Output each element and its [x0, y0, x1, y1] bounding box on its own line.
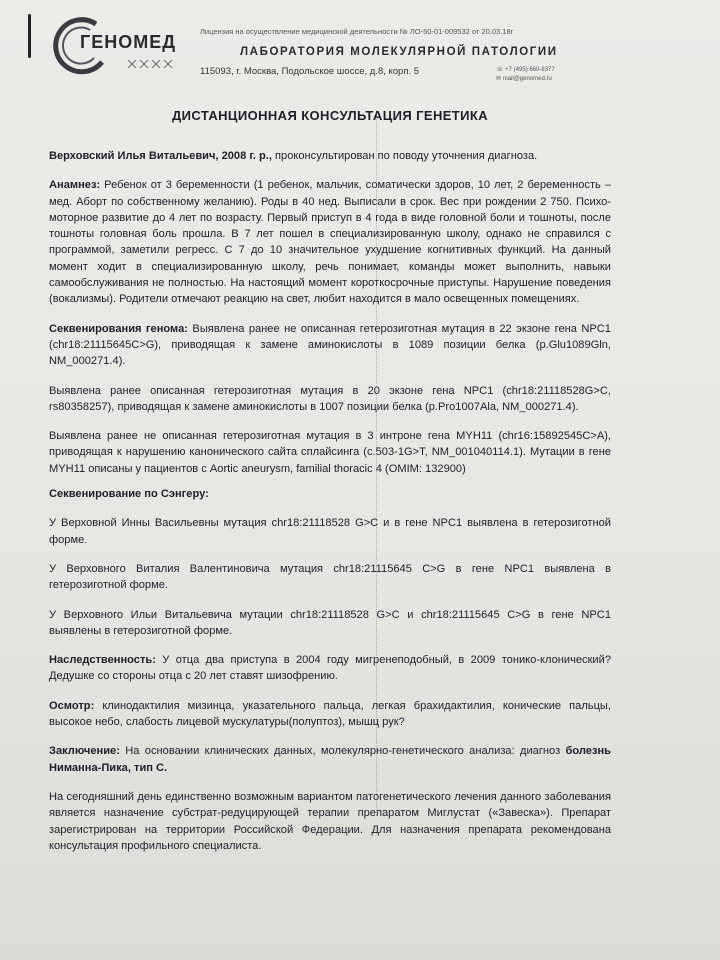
sequencing-text-1: Выявлена ранее не описанная гетерозиготная мутация в 22 экзоне гена NPC1 (chr18:21115645C>G), приводящая к замене аминокислоты в 1089 позиции белка (p.Glu1089Gln, NM_000271.4). — [49, 322, 611, 368]
patient-paragraph — [49, 148, 611, 164]
exam-paragraph — [49, 698, 611, 731]
sequencing-paragraph-2: Выявлена ранее описанная гетерозиготная мутация в 20 экзоне гена NPC1 (chr18:21118528G>C, rs80358257), приводящая к замене аминокислоты в 1007 позиции белка (p.Pro1007Ala, NM_000271.4). — [49, 384, 611, 413]
sequencing-label: Секвенирования генома: — [49, 322, 188, 335]
anamnesis-paragraph — [49, 177, 611, 307]
sanger-label: Секвенирование по Сэнгеру: — [49, 488, 209, 501]
exam-label: Осмотр: — [49, 699, 95, 712]
conclusion-label: Заключение: — [49, 745, 120, 758]
document-title: ДИСТАНЦИОННАЯ КОНСУЛЬТАЦИЯ ГЕНЕТИКА — [171, 108, 489, 123]
exam-text: клинодактилия мизинца, указательного пальца, легкая брахидактилия, конические пальцы, высокое небо, слабость лицевой мускулатуры(полуптоз), мышц рук? — [49, 699, 611, 729]
sequencing-paragraph-1 — [49, 321, 611, 370]
phone-line — [496, 66, 555, 75]
heredity-paragraph — [49, 652, 611, 685]
conclusion-paragraph — [49, 743, 611, 776]
margin-mark — [28, 14, 31, 58]
sanger-father: У Верховного Виталия Валентиновича мутация chr18:21115645 C>G в гене NPC1 выявлена в гетерозиготной форме. — [49, 562, 611, 592]
email-line — [496, 75, 555, 84]
patient-text: проконсультирован по поводу уточнения диагноза. — [271, 150, 538, 162]
patient-name: Верховский Илья Витальевич, 2008 г. р., — [49, 150, 272, 162]
heredity-text: У отца два приступа в 2004 году мигренеподобный, в 2009 тонико-клонический? Дедушке со стороны отца с 20 лет ставят шизофрению. — [49, 654, 611, 683]
phone-icon: ☏ — [496, 67, 506, 73]
lab-address: 115093, г. Москва, Подольское шоссе, д.8, корп. 5 — [200, 66, 420, 77]
lab-name: ЛАБОРАТОРИЯ МОЛЕКУЛЯРНОЙ ПАТОЛОГИИ — [240, 46, 558, 58]
phone-number: +7 (495) 660-8377 — [505, 67, 555, 73]
email-address: mail@genomed.ru — [502, 76, 552, 82]
sequencing-paragraph-3: Выявлена ранее не описанная гетерозиготная мутация в 3 интроне гена MYH11 (chr16:15892545C>A), приводящая к нарушению канонического сайта сплайсинга (c.503-1G>T, NM_001040114.1). Мутации в гене MYH11 описаны у пациентов с Aortic aneurysm, familial thoracic 4 (OMIM: 132900) — [49, 430, 611, 475]
document-body — [49, 148, 611, 867]
sanger-mother: У Верховной Инны Васильевны мутация chr18:21118528 G>C и в гене NPC1 выявлена в гетерозиготной форме. — [49, 517, 611, 546]
license-line: Лицензия на осуществление медицинской деятельности № ЛО-50-01-009532 от 20.03.18г — [200, 27, 514, 36]
sanger-patient: У Верховного Ильи Витальевича мутации chr18:21118528 G>C и chr18:21115645 C>G в гене NPC1 выявлены в гетерозиготной форме. — [49, 608, 611, 637]
logo-wordmark: ГЕНОМЕД — [80, 32, 177, 52]
email-icon: ✉ — [496, 76, 503, 82]
heredity-label: Наследственность: — [49, 654, 156, 667]
conclusion-text: На основании клинических данных, молекулярно-генетического анализа: диагноз — [119, 745, 566, 758]
contact-block — [496, 66, 555, 84]
sanger-heading — [49, 486, 611, 502]
diagnosis: болезнь Ниманна-Пика, тип С. — [49, 745, 611, 774]
treatment-paragraph: На сегодняшний день единственно возможным вариантом патогенетического лечения данного заболевания является назначение субстрат-редуцирующей терапии препаратом Миглустат («Завеска»). Препарат зарегистрирован на территории Российской Федерации. Для назначения препарата рекомендована консультация профильного специалиста. — [49, 790, 611, 852]
anamnesis-label: Анамнез: — [49, 179, 101, 192]
anamnesis-text: Ребенок от 3 беременности (1 ребенок, мальчик, соматически здоров, 10 лет, 2 беременность – мед. Аборт по собственному желанию). Роды в 40 нед. Выписали в срок. Вес при рождении 2 750. Психо-моторное развитие до 4 лет по возрасту. Первый приступ в 4 года в виде головной боли и тошноты, после тошноты головная боль прошла. В 7 лет пошел в специализированную школу, однако не справился с программой, заметили регресс. С 7 до 10 значительное ухудшение когнитивных функций. На данный момент ходит в специализированную школу, речь понимает, команды может выполнить, навыки самообслуживания не полностью. На настоящий момент короткосрочные приступы. Нарушение поведения (вокализмы). Родители отмечают реакцию на свет, любит находится в мало освещенных помещениях. — [49, 179, 611, 306]
